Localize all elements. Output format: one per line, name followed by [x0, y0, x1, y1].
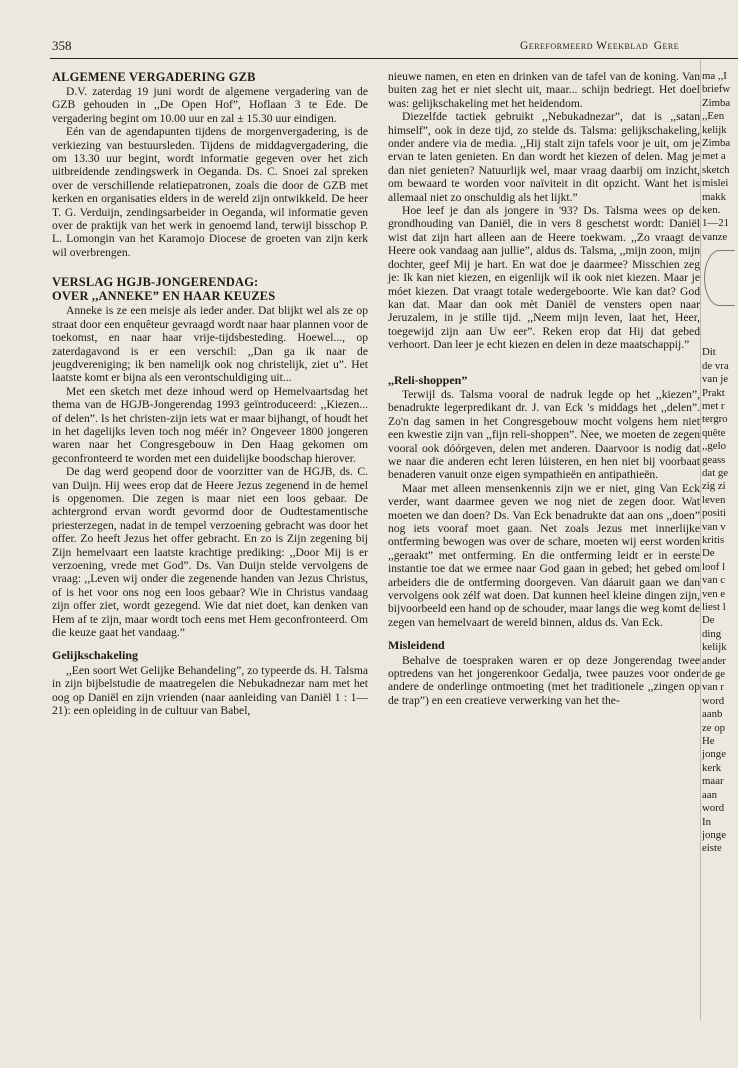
edge-line-fragment: aan	[702, 788, 717, 801]
edge-line-fragment: 1—21	[702, 217, 729, 230]
paragraph: Hoe leef je dan als jongere in '93? Ds. Talsma wees op de grondhouding van Daniël, die in vers 8 geschetst wordt: Daniël wist dat zijn hart alleen aan de Heere toekwam. ,,Zo vraagt de Heere ook vandaag aan jullie”, aldus ds. Talsma, ,,mijn zoon, mijn dochter, geef Mij je hart. En wat doe je daarmee? Misschien zeg je: Ik kan niet kiezen, en eigenlijk wil ik ook niet kiezen. Maar je móet kiezen. Dat vraagt totale wedergeboorte. Wie kan dat? God kan dat. Maar dan ook mèt Daniël de vensters open naar Jeruzalem, in je stille tijd. ,,Neem mijn leven, laat het, Heer, toegewijd zijn aan Uw eer”. Reken erop dat Hij dat gebed verhoort. Dan leer je echt kiezen en delen in deze maatschappij.”	[388, 204, 700, 352]
edge-line-fragment: sketch	[702, 163, 730, 176]
edge-line-fragment: quête	[702, 426, 726, 439]
edge-line-fragment: word	[702, 694, 725, 707]
edge-line-fragment: eiste	[702, 842, 722, 855]
paragraph: ,,Een soort Wet Gelijke Behandeling”, zo typeerde ds. H. Talsma in zijn bijbelstudie de maatregelen die Nebukadnezar nam met het oog op Daniël en zijn vrienden (naar aanleiding van Daniël 1 : 1—21): een opleiding in de cultuur van Babel,	[52, 663, 368, 718]
edge-line-fragment: dat ge	[702, 466, 729, 479]
edge-line-fragment: ma ,,I	[702, 70, 727, 82]
paragraph: Eén van de agendapunten tijdens de morgenvergadering, is de verkiezing van bestuursleden. Tijdens de middagvergadering, die om 13.30 uur begint, wordt informatie gegeven over het zich uitbreidende zendingswerk in Oeganda. Ds. C. Snoei zal spreken over de verschillende relatiepatronen, zoals die door de GZB met kerken en organisaties elders in de wereld zijn ontwikkeld. De heer T. G. Verduijn, zendingsarbeider in Oeganda, wil informatie geven over de praktijk van het werk in genoemd land, terwijl bisschop P. L. Lomongin van het Karamojo Diocese de groeten van zijn kerk wil overbrengen.	[52, 125, 368, 259]
edge-line-fragment: Dit	[702, 346, 716, 359]
edge-line-fragment: ze op	[702, 721, 726, 734]
edge-line-fragment: vanze	[702, 230, 728, 243]
paragraph: Behalve de toespraken waren er op deze Jongerendag twee optredens van het jongerenkoor Gedalja, twee pauzes voor onder andere de onderlinge ontmoeting (met het traditionele ,,zingen op de trap”) en een creatieve verwerking van het the-	[388, 653, 700, 707]
edge-line-fragment: De	[702, 614, 715, 627]
paragraph: Terwijl ds. Talsma vooral de nadruk legde op het ,,kiezen”, benadrukte legerpredikant dr. J. van Eck 's middags het ,,delen”. Zo'n dag samen in het Congresgebouw mocht volgens hem niet een kwestie zijn van ,,fijn reli-shoppen”. Nee, we moeten de zegen vooral ook dóórgeven, delen met anderen. Daarvoor is nodig dat we naar die anderen echt leren lúisteren, en hen niet bij voorbaat benaderen vanuit onze eigen sympathieën en antipathieën.	[388, 387, 700, 482]
edge-line-fragment: word	[702, 802, 725, 815]
edge-line-fragment: de vra	[702, 359, 729, 372]
edge-line-fragment: loof l	[702, 560, 726, 573]
edge-line-fragment: aanb	[702, 708, 723, 721]
edge-line-fragment: van je	[702, 373, 729, 386]
edge-line-fragment: He	[702, 735, 715, 748]
edge-line-fragment: Prakt	[702, 386, 725, 399]
edge-line-fragment: ken.	[702, 204, 721, 217]
edge-line-fragment: tergro	[702, 413, 728, 426]
heading-algemene-vergadering: ALGEMENE VERGADERING GZB	[52, 70, 256, 84]
header-rule	[50, 58, 738, 59]
edge-line-fragment: met r	[702, 399, 725, 412]
edge-line-fragment: ander	[702, 654, 726, 667]
edge-line-fragment: liest l	[702, 601, 726, 613]
edge-line-fragment: ven e	[702, 587, 726, 600]
edge-line-fragment: De	[702, 547, 715, 560]
edge-line-fragment: ding	[702, 627, 722, 640]
edge-line-fragment: zig zi	[702, 480, 726, 493]
next-page-edge-column	[702, 70, 738, 856]
edge-line-fragment: van r	[702, 681, 724, 694]
running-head	[520, 40, 679, 52]
running-head-next-page: Gere	[653, 40, 680, 52]
edge-lines-bottom	[702, 346, 738, 855]
edge-line-fragment: maar	[702, 775, 724, 788]
edge-line-fragment: makk	[702, 190, 726, 203]
edge-line-fragment: Zimba	[702, 96, 731, 109]
edge-line-fragment: jonge	[702, 748, 726, 761]
paragraph: Met een sketch met deze inhoud werd op Hemelvaartsdag het thema van de HGJB-Jongerendag 1993 geïntroduceerd: ,,Kiezen... of delen”. Is het christen-zijn iets wat er maar bijhangt, of houdt het in het dagelijks leven toch nog méér in? Ongeveer 1800 jongeren waren naar het Congresgebouw in Den Haag gekomen om geconfronteerd te worden met een duidelijke boodschap hierover.	[52, 384, 368, 465]
edge-line-fragment: ,,gelo	[702, 440, 726, 453]
column-2	[388, 70, 700, 707]
paragraph: Anneke is ze een meisje als ieder ander. Dat blijkt wel als ze op straat door een enquêteur gevraagd wordt naar haar plannen voor de toekomst, en naar haar vrije-tijdsbesteding. Hoewel..., op zaterdagavond is er een verschil: ,,Dan ga ik naar de jeugdvereniging; ik ben namelijk ook nog christelijk, ziet u”. Het laatste komt er bijna als een verontschuldiging uit...	[52, 304, 368, 385]
page-number: 358	[52, 38, 72, 53]
edge-line-fragment: briefw	[702, 83, 731, 96]
column-1	[52, 70, 368, 717]
running-head-title: Gereformeerd Weekblad	[520, 40, 649, 52]
edge-line-fragment: kerk	[702, 761, 722, 774]
paragraph: Maar met alleen mensenkennis zijn we er niet, ging Van Eck verder, want daarmee geven we nog niet de zegen door. Wat moeten we dan doen? Ds. Van Eck benadrukte dat aan ons ,,doen” nog iets vooraf moet gaan. Net zoals Jezus met innerlijke ontferming bewogen was over de schare, moeten wij eerst worden ,,geraakt” met ontferming. En die ontferming leidt er in eerste instantie toe dat we ermee naar God gaan in gebed; het gebed om arbeiders die de ontferming doorgeven. Van dáaruit gaan we dan vervolgens ook zélf wat doen. Dat kunnen heel kleine dingen zijn, bijvoorbeeld een hand op de schouder, maar langs die weg komt de zegen van hemelvaart de wereld binnen, aldus ds. Van Eck.	[388, 481, 700, 629]
subheading-reli-shoppen: ,,Reli-shoppen”	[388, 372, 468, 387]
illustration-fragment	[704, 250, 735, 306]
edge-line-fragment: met a	[702, 150, 726, 163]
edge-line-fragment: geass	[702, 453, 726, 466]
edge-line-fragment: kelijk	[702, 641, 727, 654]
edge-line-fragment: ,,Een	[702, 110, 725, 123]
paragraph: nieuwe namen, en eten en drinken van de tafel van de koning. Van buiten zag het er niet slecht uit, maar... schijn bedriegt. Het doel was: gelijkschakeling met het heidendom.	[388, 70, 700, 110]
subheading-misleidend: Misleidend	[388, 638, 445, 653]
paragraph: De dag werd geopend door de voorzitter van de HGJB, ds. C. van Duijn. Hij wees erop dat de Heere Jezus zegenend in de hemel is opgenomen. Die zegen is maar niet een loos gebaar. De achtergrond ervan wordt gevormd door de Oudtestamentische priesterzegen, nadat in de tempel verzoening gebracht was door het offer. Zo heeft Jezus het offer gebracht. En zo is Zijn zegening bij Zijn hemelvaart een laatste krachtige prediking: ,,Door Mij is er verzoening, vrede met God”. Ds. Van Duijn stelde vervolgens de vraag: ,,Leven wij onder die zegenende handen van Jezus Christus, of is het voor ons nog een loos gebaar? Wie in Christus vandaag zijn offer ziet, wordt gezegend. Wie dat niet doet, kan denken van Hem af te zijn, maar wordt toch eens met Hem geconfronteerd. Om die keuze gaat het vandaag.”	[52, 465, 368, 640]
edge-line-fragment: van v	[702, 520, 726, 533]
edge-line-fragment: jonge	[702, 828, 726, 841]
subheading-gelijkschakeling: Gelijkschakeling	[52, 648, 139, 663]
page-gutter	[700, 60, 701, 1020]
heading-verslag-line-2: OVER ,,ANNEKE” EN HAAR KEUZES	[52, 289, 276, 304]
edge-line-fragment: Zimba	[702, 137, 731, 150]
edge-lines-top	[702, 70, 738, 244]
edge-line-fragment: mislei	[702, 177, 729, 190]
paragraph: D.V. zaterdag 19 juni wordt de algemene vergadering van de GZB gehouden in ,,De Open Hof”, Hoflaan 3 te Ede. De vergadering begint om 10.00 uur en zal ± 15.30 uur eindigen.	[52, 85, 368, 125]
edge-line-fragment: kritis	[702, 533, 725, 546]
edge-line-fragment: leven	[702, 493, 726, 506]
edge-line-fragment: In	[702, 815, 711, 828]
edge-line-fragment: van c	[702, 574, 726, 587]
heading-verslag	[52, 275, 368, 303]
heading-verslag-line-1: VERSLAG HGJB-JONGERENDAG:	[52, 275, 259, 290]
edge-line-fragment: de ge	[702, 668, 726, 681]
paragraph: Diezelfde tactiek gebruikt ,,Nebukadnezar”, dat is ,,satan himself”, ook in deze tijd, zo stelde ds. Talsma: gelijkschakeling, onder andere via de media. ,,Hij stalt zijn tafels voor je uit, om je ervan te laten genieten. En dan wordt het kiezen of delen. Mag je dan niet genieten? Natuurlijk wel, maar vraag daarbij om inzicht, om bewaard te worden voor naïviteit in dit opzicht. Want het is allemaal niet zo onschuldig als het lijkt.”	[388, 110, 700, 204]
edge-line-fragment: positi	[702, 507, 726, 520]
edge-line-fragment: kelijk	[702, 123, 727, 136]
